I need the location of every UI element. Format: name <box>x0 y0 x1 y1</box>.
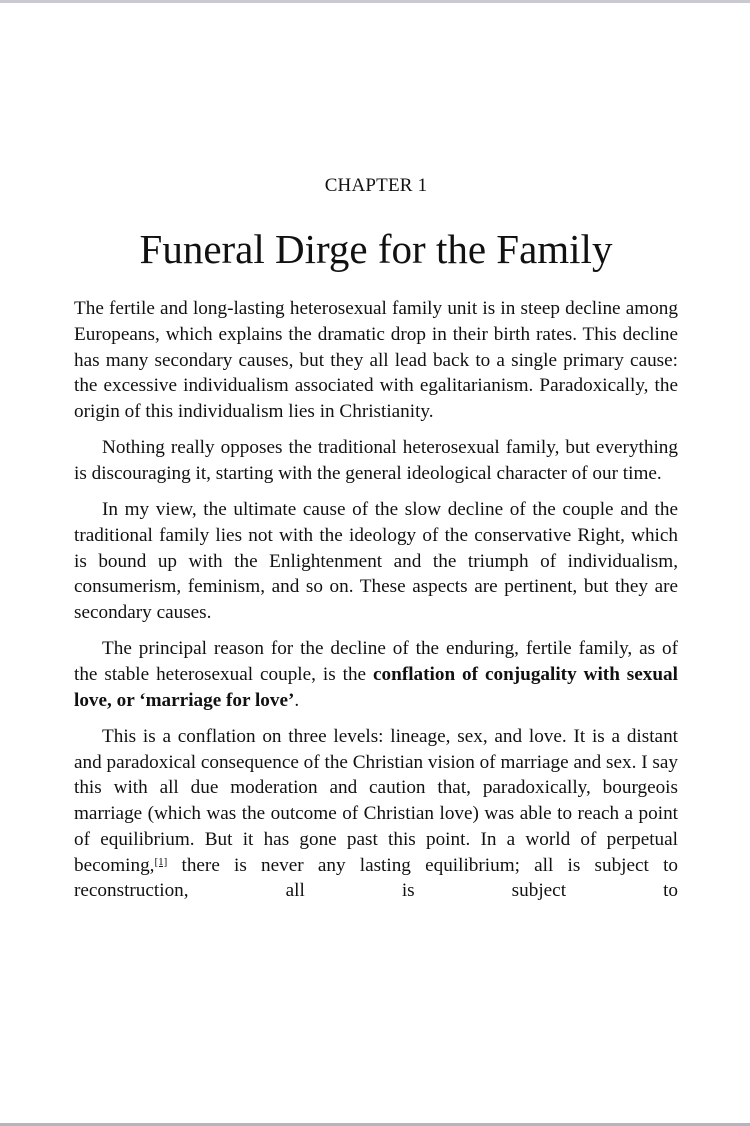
paragraph-4-emphasis: conflation of conjugality with sexual love, or ‘marriage for love’ <box>74 663 678 711</box>
chapter-title: Funeral Dirge for the Family <box>139 226 613 272</box>
paragraph-3: In my view, the ultimate cause of the slow decline of the couple and the traditional family lies not with the ideology of the conservative Right, which is bound up with the Enlightenment and the triumph of individualism, consumerism, feminism, and so on. These aspects are pertinent, but they are secondary causes. <box>74 498 678 624</box>
paragraph-4 <box>74 636 678 713</box>
paragraph-5-text: This is a conflation on three levels: lineage, sex, and love. It is a distant and paradoxical consequence of the Christian vision of marriage and sex. I say this with all due moderation and caution that, paradoxically, bourgeois marriage (which was the outcome of Christian love) was able to reach a point of equilibrium. But it has gone past this point. In a world of perpetual becoming, <box>74 725 678 876</box>
footnote-link[interactable]: [1] <box>154 855 168 868</box>
paragraph-5 <box>74 724 678 905</box>
paragraph-2: Nothing really opposes the traditional heterosexual family, but everything is discouraging it, starting with the general ideological character of our time. <box>74 437 678 484</box>
top-border <box>0 0 750 3</box>
paragraph-4-end: . <box>294 689 300 711</box>
chapter-label: CHAPTER 1 <box>324 175 428 196</box>
book-page <box>74 170 678 914</box>
paragraph-4-text: The principal reason for the decline of the enduring, fertile family, as of the stable heterosexual couple, is the <box>74 638 678 685</box>
paragraph-1: The fertile and long-lasting heterosexual family unit is in steep decline among Europeans, which explains the dramatic drop in their birth rates. This decline has many secondary causes, but they all lead back to a single primary cause: the excessive individualism associated with egalitarianism. Paradoxically, the origin of this individualism lies in Christianity. <box>74 298 678 423</box>
chapter-body <box>74 296 678 904</box>
paragraph-5-end: there is never any lasting equilibrium; all is subject to reconstruction, all is subject to <box>74 854 678 902</box>
